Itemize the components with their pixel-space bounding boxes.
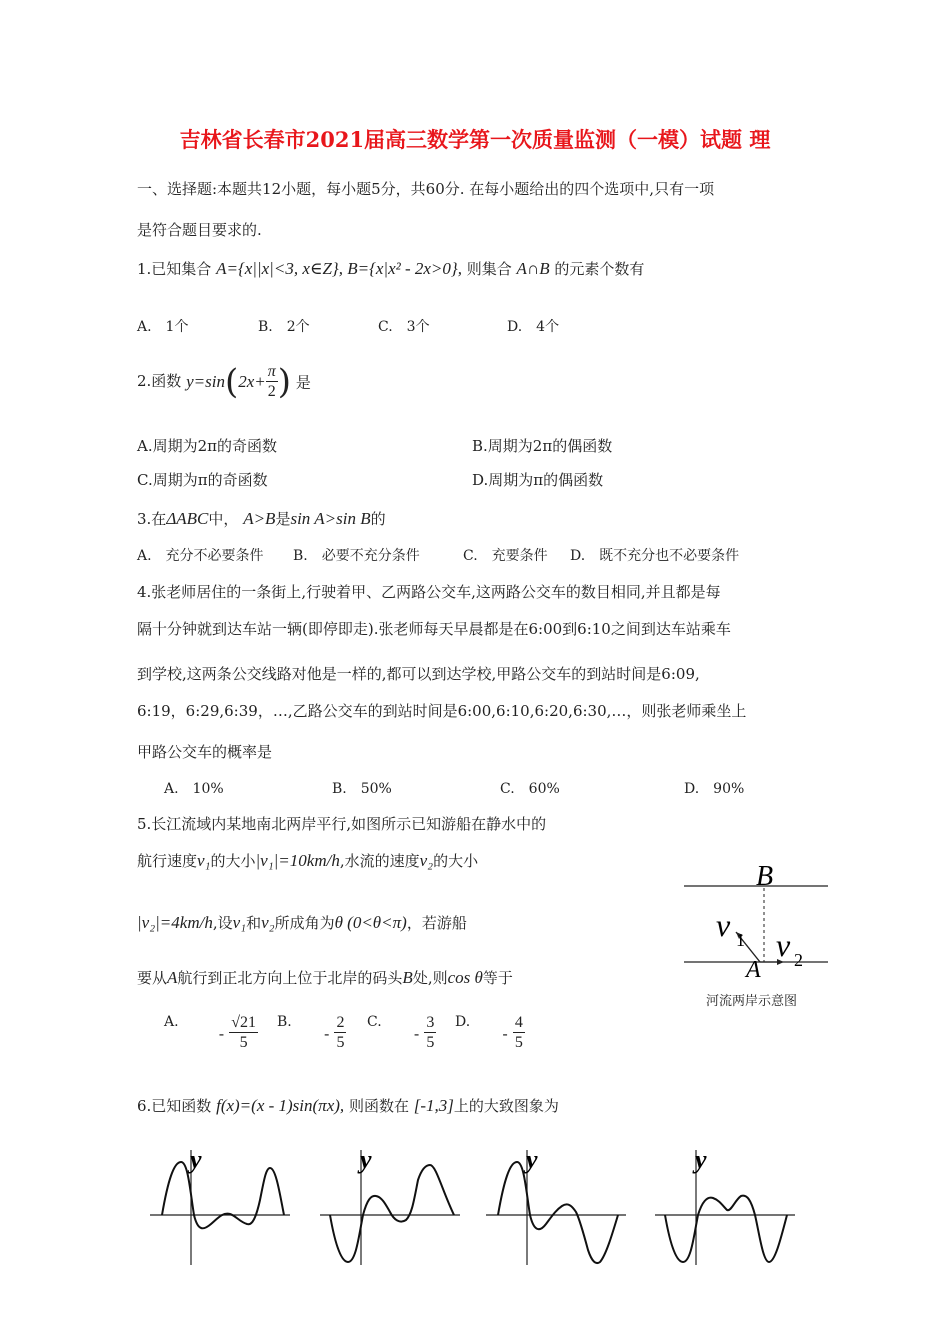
river-diagram-caption: 河流两岸示意图 <box>706 994 798 1009</box>
q5-v1: v₁ <box>197 851 211 870</box>
q2-lparen: ( <box>224 362 239 402</box>
figure-label-v1: v <box>716 907 731 943</box>
q5-option-b-fraction <box>334 1014 346 1053</box>
q5-line-1: 5.长江流域内某地南北两岸平行,如图所示已知游船在静水中的 <box>137 815 547 833</box>
q1-option-b: B. 2个 <box>258 319 310 335</box>
q3-condition: A>B <box>243 509 276 528</box>
q2-frac-num: π <box>267 362 276 380</box>
figure-label-b: B <box>756 861 774 892</box>
q4-line-4: 6:19，6:29,6:39，…,乙路公交车的到站时间是6:00,6:10,6:20,6:30,…，则张老师乘坐上 <box>137 702 747 720</box>
q4-line-3: 到学校,这两条公交线路对他是一样的,都可以到达学校,甲路公交车的到站时间是6:09, <box>137 665 700 683</box>
graph-a-curve <box>162 1162 284 1228</box>
q5-option-b-den: 5 <box>336 1034 345 1051</box>
q5-cos: cos θ <box>447 968 483 987</box>
q3-option-a: A. 充分不必要条件 <box>137 548 264 564</box>
q5-option-d-label: D. <box>455 1014 471 1030</box>
q3-sine: sin A>sin B <box>290 509 371 528</box>
q2-option-b: B.周期为2π的偶函数 <box>472 437 613 455</box>
q6-mid: 则函数在 <box>348 1097 409 1115</box>
q5-l4b: 航行到正北方向上位于北岸的码头 <box>177 969 403 987</box>
q6-prefix: 6.已知函数 <box>137 1097 212 1115</box>
graph-c-curve <box>498 1162 618 1263</box>
q3-option-d: D. 既不充分也不必要条件 <box>570 548 740 564</box>
figure-label-v2-sub: 2 <box>794 950 803 970</box>
q5-option-a-den: 5 <box>239 1034 248 1051</box>
q1-prefix: 1.已知集合 <box>137 260 212 278</box>
q2-fraction <box>266 363 278 402</box>
q5-l4d: 等于 <box>482 969 513 987</box>
q2-prefix: 2.函数 <box>137 372 182 390</box>
q1-mid: 则集合 <box>466 260 512 278</box>
section-intro-line2: 是符合题目要求的. <box>137 221 262 239</box>
question-6 <box>137 1095 559 1116</box>
graph-option-c <box>484 1140 629 1270</box>
q5-l4c: 处,则 <box>412 969 448 987</box>
graph-option-b <box>318 1140 463 1270</box>
graph-b-y-label: y <box>360 1145 372 1174</box>
q5-option-c-sign: - <box>413 1024 420 1043</box>
q1-suffix: 的元素个数有 <box>554 260 645 278</box>
q2-option-d: D.周期为π的偶函数 <box>472 471 604 489</box>
q5-option-a-label: A. <box>164 1014 179 1030</box>
q5-v1b: v₁ <box>232 913 247 932</box>
graph-option-a <box>148 1140 293 1270</box>
q1-option-c: C. 3个 <box>378 319 430 335</box>
q5-theta: θ (0<θ<π) <box>334 913 407 932</box>
q5-option-c-label: C. <box>367 1014 382 1030</box>
q5-option-d-sign: - <box>502 1024 508 1043</box>
q1-sets: A={x||x|<3, x∈Z}, B={x|x² - 2x>0}, <box>216 259 462 278</box>
q5-option-a-sign: - <box>218 1024 225 1043</box>
q3-option-c: C. 充要条件 <box>463 548 548 564</box>
q5-option-b-label: B. <box>277 1014 292 1030</box>
q2-func: y=sin <box>186 372 225 391</box>
section-intro-line1: 一、选择题:本题共12小题，每小题5分，共60分. 在每小题给出的四个选项中,只有一项 <box>137 180 715 198</box>
q5-line-4 <box>137 967 513 988</box>
figure-label-v1-sub: 1 <box>736 930 745 950</box>
q5-option-c-num: 3 <box>426 1014 435 1031</box>
q3-triangle: ΔABC <box>166 509 209 528</box>
q5-l3c: 所成角为 <box>274 914 335 932</box>
q5-option-c-fraction <box>424 1014 436 1053</box>
q5-v2b: v₂ <box>261 913 275 932</box>
q5-option-a-num: √21 <box>231 1014 257 1031</box>
q2-option-c: C.周期为π的奇函数 <box>137 471 268 489</box>
q1-option-d: D. 4个 <box>507 319 560 335</box>
q4-option-c: C. 60% <box>500 781 560 797</box>
q5-option-c <box>367 1014 436 1053</box>
q4-line-1: 4.张老师居住的一条街上,行驶着甲、乙两路公交车,这两路公交车的数目相同,并且都是每 <box>137 583 721 601</box>
q5-l2c: ,水流的速度 <box>339 852 420 870</box>
q5-option-d-fraction <box>513 1014 525 1053</box>
q5-point-b: B <box>402 968 413 987</box>
q6-function: f(x)=(x - 1)sin(πx), <box>216 1096 345 1115</box>
question-1 <box>137 258 644 279</box>
q2-suffix: 是 <box>295 373 311 392</box>
graph-d-y-label: y <box>695 1145 707 1174</box>
q4-line-5: 甲路公交车的概率是 <box>137 743 273 761</box>
question-2 <box>137 362 311 402</box>
q4-option-d: D. 90% <box>684 781 745 797</box>
q5-option-a-fraction <box>229 1014 258 1053</box>
q5-v2: v₂ <box>419 851 434 870</box>
q3-text-b: 中， <box>208 510 239 528</box>
q5-speed2: |v₂|=4km/h <box>137 913 213 932</box>
q5-option-c-den: 5 <box>426 1034 435 1051</box>
q1-intersection: A∩B <box>516 259 550 278</box>
question-3 <box>137 508 386 529</box>
river-diagram <box>680 858 830 983</box>
q3-text-c: 是 <box>275 510 291 528</box>
q5-line-2 <box>137 850 478 871</box>
q3-text-d: 的 <box>370 510 386 528</box>
q4-line-2: 隔十分钟就到达车站一辆(即停即走).张老师每天早晨都是在6:00到6:10之间到达车站乘车 <box>137 620 731 638</box>
q5-point-a: A <box>167 968 178 987</box>
graph-c-y-label: y <box>526 1145 538 1174</box>
figure-label-v2: v <box>776 927 791 963</box>
q4-option-a: A. 10% <box>164 781 224 797</box>
q5-option-d-num: 4 <box>514 1014 523 1031</box>
q5-option-d <box>455 1014 525 1053</box>
page-title: 吉林省长春市2021届高三数学第一次质量监测（一模）试题 理 <box>179 127 771 152</box>
q5-speed1: |v₁|=10km/h <box>255 851 340 870</box>
q5-option-b <box>277 1014 346 1053</box>
q5-l3b: 和 <box>246 914 262 932</box>
graph-a-y-label: y <box>190 1145 202 1174</box>
q3-option-b: B. 必要不充分条件 <box>293 548 420 564</box>
q1-option-a: A. 1个 <box>137 319 189 335</box>
q3-text-a: 3.在 <box>137 510 167 528</box>
q6-interval: [-1,3] <box>413 1096 454 1115</box>
q5-l3a: ,设 <box>212 914 233 932</box>
q5-line-3 <box>137 912 467 933</box>
graph-option-d <box>653 1140 798 1270</box>
q5-option-d-den: 5 <box>514 1034 523 1051</box>
figure-label-a: A <box>746 957 761 983</box>
graph-d-curve <box>665 1196 787 1262</box>
q6-suffix: 上的大致图象为 <box>453 1097 559 1115</box>
q5-l2d: 的大小 <box>433 852 479 870</box>
q5-l2a: 航行速度 <box>137 852 198 870</box>
q5-option-b-num: 2 <box>336 1014 345 1031</box>
q2-rparen: ) <box>277 362 292 402</box>
graph-b-curve <box>330 1165 454 1262</box>
q5-option-a <box>164 1014 258 1053</box>
q2-inner: 2x+ <box>238 372 266 391</box>
q4-option-b: B. 50% <box>332 781 392 797</box>
q2-frac-den: 2 <box>267 382 276 400</box>
q5-l4a: 要从 <box>137 969 168 987</box>
q5-l2b: 的大小 <box>210 852 256 870</box>
q5-option-b-sign: - <box>323 1024 330 1043</box>
q2-option-a: A.周期为2π的奇函数 <box>137 437 278 455</box>
q5-l3d: ，若游船 <box>406 914 467 932</box>
